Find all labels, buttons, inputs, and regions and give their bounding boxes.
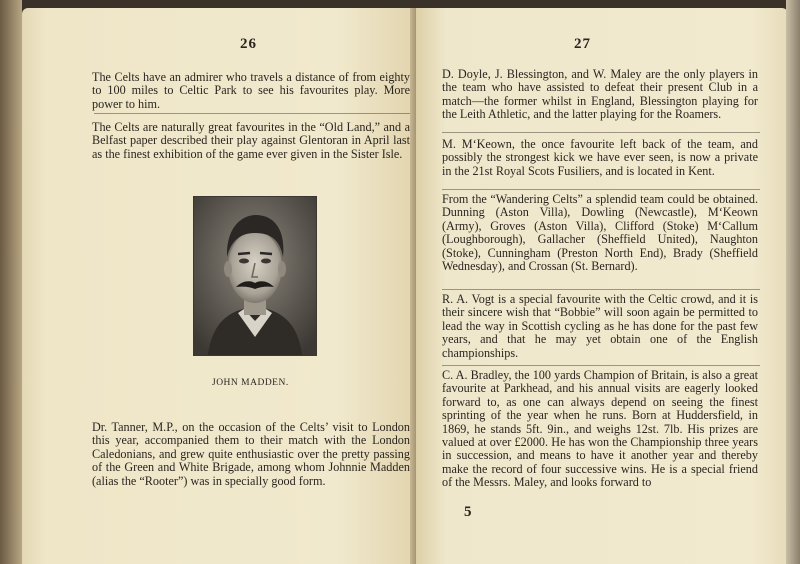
portrait-photo (193, 196, 317, 356)
paragraph: From the “Wandering Celts” a splendid team could be obtained. Dunning (Aston Villa), Dowling (Newcastle), M‘Keown (Army), Groves (Aston Villa), Clifford (Stoke) M‘Callum (Loughborough), Gallacher (Sheffield United), Naughton (Stoke), Cunningham (Preston North End), Brady (Sheffield Wednesday), and Crossan (St. Bernard). (442, 192, 758, 274)
right-page (416, 8, 788, 564)
signature-mark: 5 (464, 504, 472, 520)
book-right-edge (786, 0, 800, 564)
paragraph: The Celts are naturally great favourites in the “Old Land,” and a Belfast paper described their play against Glentoran in April last as the finest exhibition of the game ever given in the Sister Isle. (92, 120, 410, 161)
paragraph: R. A. Vogt is a special favourite with the Celtic crowd, and it is their sincere wish that “Bobbie” will soon again be permitted to lead the way in Scottish cycling as he has done for the past few years, and that he may yet obtain one of the English championships. (442, 292, 758, 360)
paragraph-rule (94, 113, 410, 114)
page-number: 27 (574, 36, 591, 52)
page-number: 26 (240, 36, 257, 52)
paragraph-rule (442, 132, 760, 133)
paragraph: C. A. Bradley, the 100 yards Champion of Britain, is also a great favourite at Parkhead, and his annual visits are eagerly looked forward to, as one can always depend on seeing the finest sprinting of the year when he runs. Born at Huddersfield, in 1869, he stands 5ft. 9in., and weighs 12st. 7lb. His prizes are valued at over £2000. He has won the Championship three years in succession, and means to have it another year and thereby make the record of four successive wins. He is a special friend of the Messrs. Maley, and looks forward to (442, 368, 758, 490)
paragraph-rule (442, 365, 760, 366)
paragraph: D. Doyle, J. Blessington, and W. Maley are the only players in the team who have assisted to defeat their present Club in a match—the former whilst in England, Blessington playing for the Leith Athletic, and the latter playing for the Roamers. (442, 67, 758, 122)
paragraph: The Celts have an admirer who travels a distance of from eighty to 100 miles to Celtic Park to see his favourites play. More power to him. (92, 70, 410, 111)
paragraph-rule (442, 289, 760, 290)
paragraph-rule (442, 189, 760, 190)
book-left-edge (0, 0, 22, 564)
paragraph: M. M‘Keown, the once favourite left back of the team, and possibly the strongest kick we have ever seen, is now a private in the 21st Royal Scots Fusiliers, and is located in Kent. (442, 137, 758, 178)
left-page (22, 8, 416, 564)
photo-caption: JOHN MADDEN. (212, 378, 289, 388)
paragraph: Dr. Tanner, M.P., on the occasion of the Celts’ visit to London this year, accompanied them to their match with the London Caledonians, and grew quite enthusiastic over the pretty passing of the Green and White Brigade, among whom Johnnie Madden (alias the “Rooter”) was in specially good form. (92, 420, 410, 488)
